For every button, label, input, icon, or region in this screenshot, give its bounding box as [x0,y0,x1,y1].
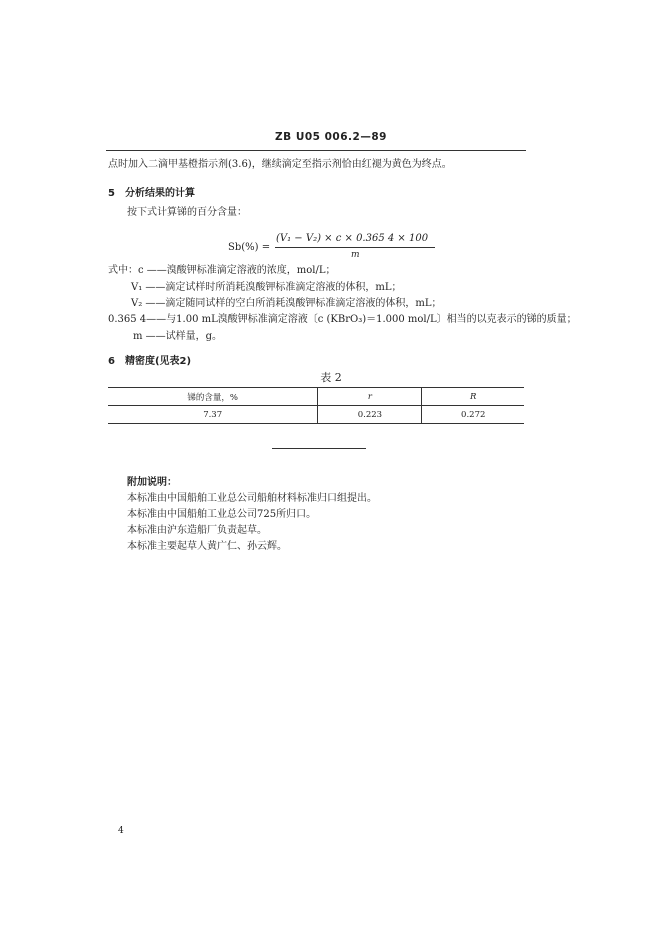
appendix-line: 本标准由中国船舶工业总公司船舶材料标准归口组提出。 [127,493,377,504]
precision-table [108,387,524,424]
intro-line: 点时加入二滴甲基橙指示剂(3.6)，继续滴定至指示剂恰由红褪为黄色为终点。 [108,159,452,170]
section-6-heading: 6 精密度(见表2) [108,356,192,367]
definition-v1: V₁ ——滴定试样时所消耗溴酸钾标准滴定溶液的体积，mL； [131,282,402,293]
table-row [108,406,524,424]
cell-R: 0.272 [422,406,524,424]
cell-r: 0.223 [318,406,422,424]
appendix-line: 本标准主要起草人黄广仁、孙云辉。 [127,541,287,552]
section-5-intro: 按下式计算锑的百分含量： [127,207,247,218]
header-rule [106,150,526,151]
end-rule [272,448,366,449]
definition-c: 式中：c ——溴酸钾标准滴定溶液的浓度，mol/L； [108,265,336,276]
appendix-line: 本标准由沪东造船厂负责起草。 [127,525,267,536]
fraction-bar [275,247,435,248]
appendix [127,475,377,555]
cell-content: 7.37 [203,409,223,420]
definition-v2: V₂ ——滴定随同试样的空白所消耗溴酸钾标准滴定溶液的体积，mL； [131,298,442,309]
col-header-r: r [318,388,422,406]
formula-numerator: (V₁ − V₂) × c × 0.365 4 × 100 [276,233,429,244]
appendix-line: 本标准由中国船舶工业总公司725所归口。 [127,509,317,520]
formula-lhs: Sb(%) = [228,242,271,253]
page-number: 4 [118,826,124,836]
table-header-row [108,388,524,406]
appendix-title: 附加说明： [127,477,177,488]
col-header-content: 锑的含量，% [108,388,318,406]
table-2-caption: 表 2 [320,371,342,384]
section-5-heading: 5 分析结果的计算 [108,188,195,199]
definition-constant: 0.365 4——与1.00 mL溴酸钾标准滴定溶液〔c (KBrO₃)＝1.000 mol/L〕相当的以克表示的锑的质量； [108,314,577,325]
formula-denominator: m [351,250,360,260]
col-header-R: R [422,388,524,406]
definition-m: m ——试样量，g。 [133,331,223,342]
standard-code-header: ZB U05 006.2—89 [275,131,387,143]
